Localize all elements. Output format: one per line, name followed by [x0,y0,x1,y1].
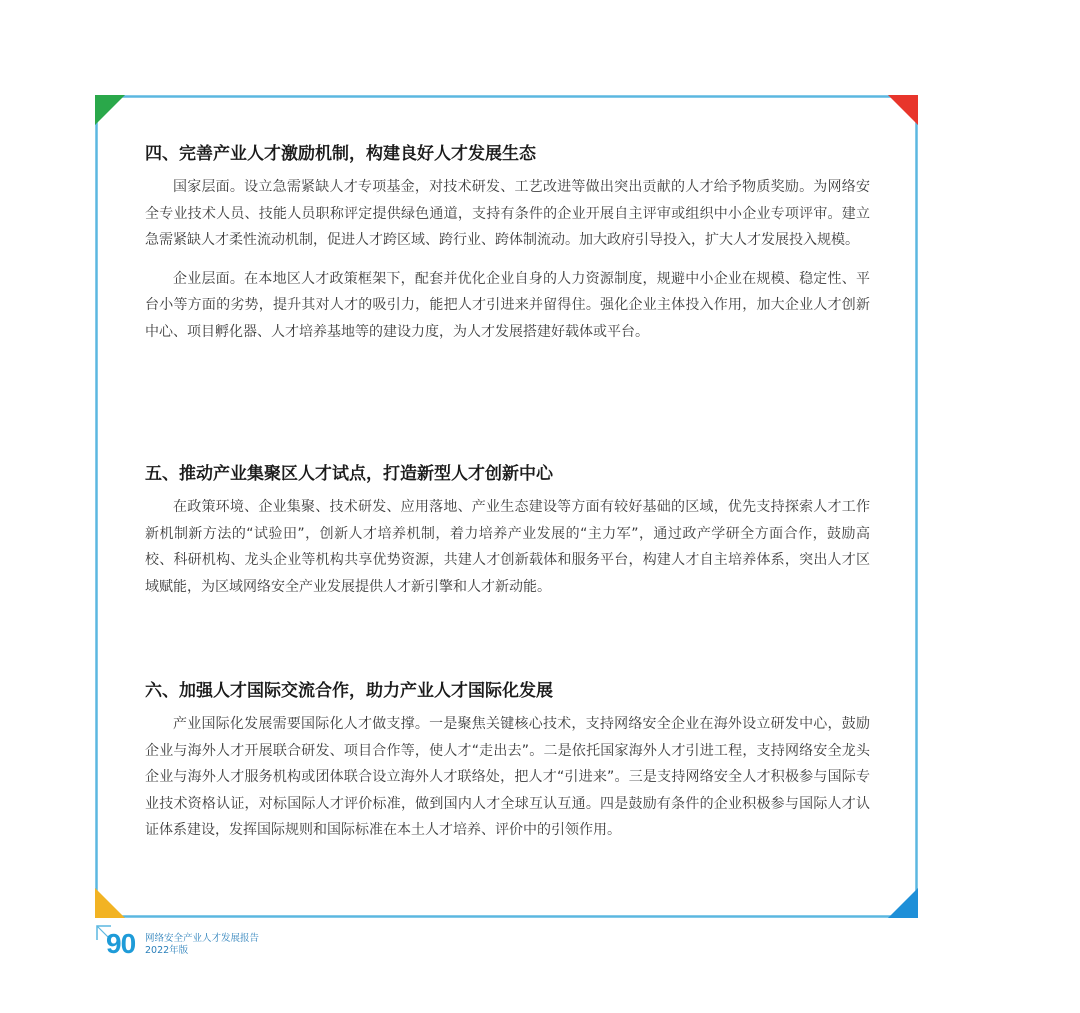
section-title: 六、加强人才国际交流合作，助力产业人才国际化发展 [145,681,553,701]
section-title: 五、推动产业集聚区人才试点，打造新型人才创新中心 [145,464,553,484]
page-number: 90 [106,928,136,959]
section-5 [145,460,870,600]
section-6 [145,677,870,844]
paragraph: 产业国际化发展需要国际化人才做支撑。一是聚焦关键核心技术，支持网络安全企业在海外设立研发中心，鼓励企业与海外人才开展联合研发、项目合作等，使人才“走出去”。二是依托国家海外人才引进工程，支持网络安全龙头企业与海外人才服务机构或团体联合设立海外人才联络处，把人才“引进来”。三是支持网络安全人才积极参与国际专业技术资格认证，对标国际人才评价标准，做到国内人才全球互认互通。四是鼓励有条件的企业积极参与国际人才认证体系建设，发挥国际规则和国际标准在本土人才培养、评价中的引领作用。 [145,716,870,839]
paragraph: 在政策环境、企业集聚、技术研发、应用落地、产业生态建设等方面有较好基础的区域，优先支持探索人才工作新机制新方法的“试验田”，创新人才培养机制，着力培养产业发展的“主力军”，通过政产学研全方面合作，鼓励高校、科研机构、龙头企业等机构共享优势资源，共建人才创新载体和服务平台，构建人才自主培养体系，突出人才区域赋能，为区域网络安全产业发展提供人才新引擎和人才新动能。 [145,499,870,595]
paragraph: 国家层面。设立急需紧缺人才专项基金，对技术研发、工艺改进等做出突出贡献的人才给予物质奖励。为网络安全专业技术人员、技能人员职称评定提供绿色通道，支持有条件的企业开展自主评审或组织中小企业专项评审。建立急需紧缺人才柔性流动机制，促进人才跨区域、跨行业、跨体制流动。加大政府引导投入，扩大人才发展投入规模。 [145,179,870,249]
paragraph: 企业层面。在本地区人才政策框架下，配套并优化企业自身的人力资源制度，规避中小企业在规模、稳定性、平台小等方面的劣势，提升其对人才的吸引力，能把人才引进来并留得住。强化企业主体投入作用，加大企业人才创新中心、项目孵化器、人才培养基地等的建设力度，为人才发展搭建好载体或平台。 [145,270,870,340]
page-footer [96,925,396,965]
corner-triangle-bottom-right [888,888,918,918]
corner-triangle-top-left [95,95,125,125]
section-4 [145,140,870,346]
section-title: 四、完善产业人才激励机制，构建良好人才发展生态 [145,144,536,164]
report-edition: 2022年版 [145,945,189,956]
corner-triangle-top-right [888,95,918,125]
report-title: 网络安全产业人才发展报告 [145,933,260,944]
corner-triangle-bottom-left [95,888,125,918]
